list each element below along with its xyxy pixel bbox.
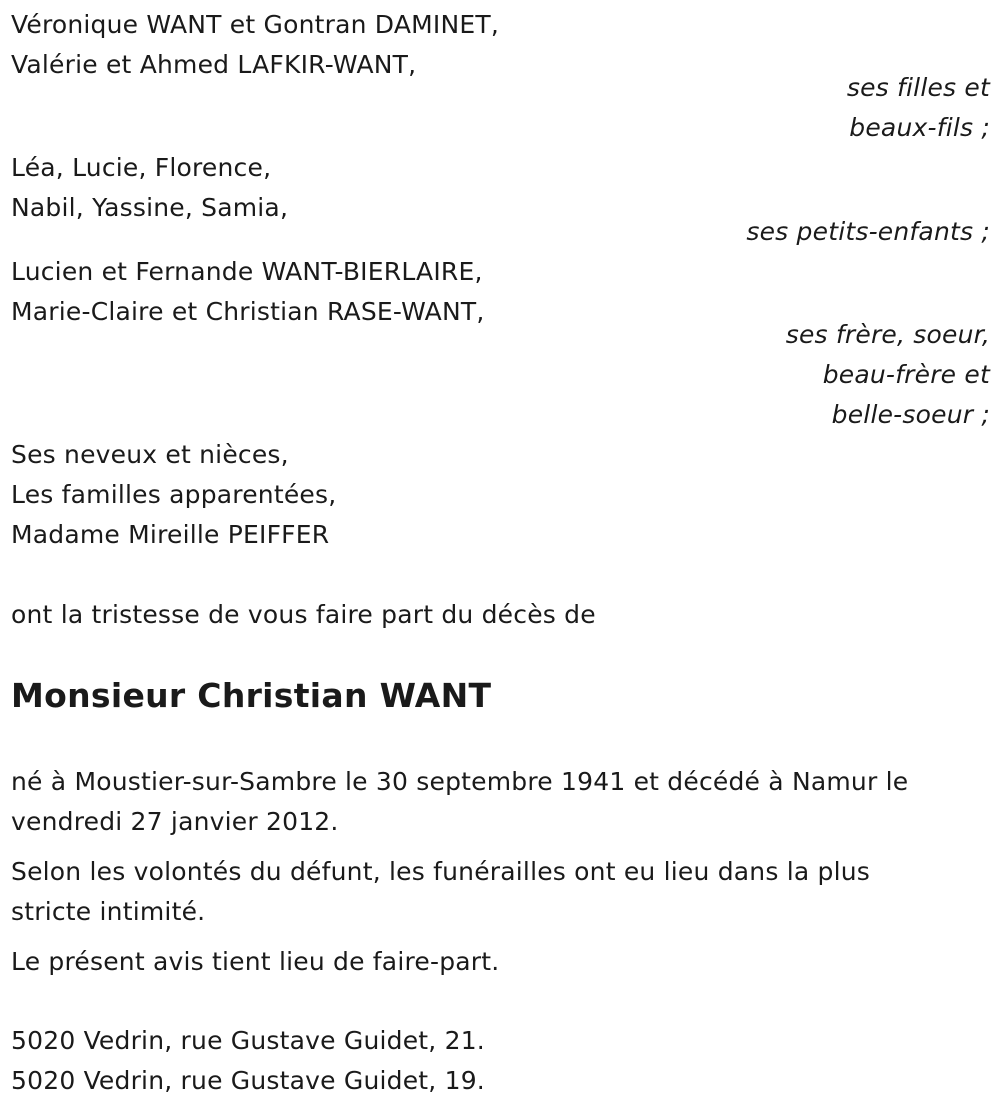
relation-line: beau-frère et	[822, 360, 990, 389]
birth-death-line-2: vendredi 27 janvier 2012.	[11, 807, 339, 836]
notice-paragraph	[11, 942, 990, 982]
addresses-group	[11, 1021, 990, 1101]
deceased-heading	[11, 673, 990, 719]
birth-death-paragraph	[11, 762, 990, 842]
announcement-text: ont la tristesse de vous faire part du décès de	[11, 600, 596, 629]
relation-line: beaux-fils ;	[849, 113, 990, 142]
daughters-relation	[11, 68, 990, 148]
address-line-1: 5020 Vedrin, rue Gustave Guidet, 21.	[11, 1026, 485, 1055]
sibling-couple-2: Marie-Claire et Christian RASE-WANT,	[11, 297, 485, 326]
relation-line: belle-soeur ;	[831, 400, 990, 429]
notice-text: Le présent avis tient lieu de faire-part.	[11, 947, 500, 976]
relation-line: ses petits-enfants ;	[746, 217, 990, 246]
announcement	[11, 595, 990, 635]
daughter-couple-2: Valérie et Ahmed LAFKIR-WANT,	[11, 50, 417, 79]
sibling-couple-1: Lucien et Fernande WANT-BIERLAIRE,	[11, 257, 483, 286]
other-relatives-line-3: Madame Mireille PEIFFER	[11, 520, 330, 549]
address-line-2: 5020 Vedrin, rue Gustave Guidet, 19.	[11, 1066, 485, 1095]
other-relatives-line-2: Les familles apparentées,	[11, 480, 337, 509]
siblings-relation	[11, 315, 990, 435]
birth-death-line-1: né à Moustier-sur-Sambre le 30 septembre 1941 et décédé à Namur le	[11, 767, 909, 796]
funeral-line-2: stricte intimité.	[11, 897, 206, 926]
grandchildren-line-1: Léa, Lucie, Florence,	[11, 153, 272, 182]
other-relatives-group	[11, 435, 990, 555]
grandchildren-relation	[11, 212, 990, 252]
deceased-name: Monsieur Christian WANT	[11, 676, 492, 715]
funeral-paragraph	[11, 852, 990, 932]
other-relatives-line-1: Ses neveux et nièces,	[11, 440, 289, 469]
relation-line: ses filles et	[846, 73, 990, 102]
relation-line: ses frère, soeur,	[785, 320, 990, 349]
daughter-couple-1: Véronique WANT et Gontran DAMINET,	[11, 10, 499, 39]
funeral-line-1: Selon les volontés du défunt, les funérailles ont eu lieu dans la plus	[11, 857, 870, 886]
grandchildren-line-2: Nabil, Yassine, Samia,	[11, 193, 289, 222]
